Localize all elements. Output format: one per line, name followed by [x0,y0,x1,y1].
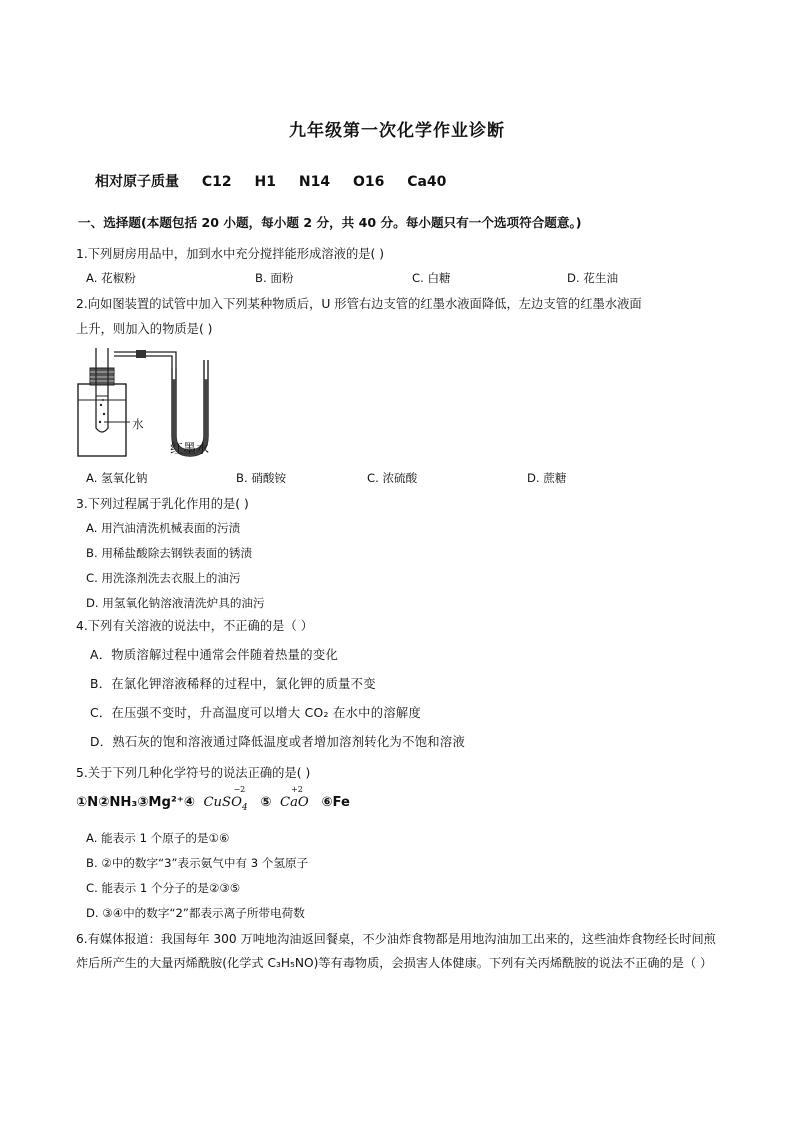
section-heading: 一、选择题(本题包括 20 小题，每小题 2 分，共 40 分。每小题只有一个选项符合题意。) [78,215,582,230]
question-5-option-d: D. ③④中的数字“2”都表示离子所带电荷数 [86,906,305,920]
question-1-option-a: A. 花椒粉 [86,271,136,285]
question-4-option-a: A．物质溶解过程中通常会伴随着热量的变化 [90,648,339,662]
tube-joint [136,350,146,358]
question-2-option-b: B. 硝酸铵 [236,471,287,485]
symbol-4-subscript: 4 [241,803,248,813]
question-3-option-d: D. 用氢氧化钠溶液清洗炉具的油污 [86,596,265,610]
test-tube [96,348,108,432]
question-3-option-a: A. 用汽油清洗机械表面的污渍 [86,521,241,535]
question-1-option-c: C. 白糖 [412,271,451,285]
symbol-1: ①N [76,795,99,810]
symbol-4-formula: CuSO$_4$ −2 [203,785,248,813]
symbol-5-formula: CaO +2 [279,785,309,810]
question-4-option-b: B．在氯化钾溶液稀释的过程中，氯化钾的质量不变 [90,677,376,691]
u-tube-inner [176,360,204,450]
question-3-option-c: C. 用洗涤剂洗去衣服上的油污 [86,571,241,585]
question-3-option-b: B. 用稀盐酸除去钢铁表面的锈渍 [86,546,253,560]
question-5-option-c: C. 能表示 1 个分子的是②③⑤ [86,881,241,895]
symbol-2: ②NH₃ [98,795,138,810]
symbol-6: ⑥Fe [321,795,350,810]
atomic-masses-label: 相对原子质量 [95,174,179,190]
question-4-option-c: C．在压强不变时，升高温度可以增大 CO₂ 在水中的溶解度 [90,706,422,720]
atomic-mass-item: C12 [201,174,232,190]
question-5-stem: 5.关于下列几种化学符号的说法正确的是( ) [76,766,311,780]
flask-outline [78,384,126,456]
question-4-stem: 4.下列有关溶液的说法中，不正确的是（ ） [76,619,313,633]
symbol-5-valence: +2 [290,785,303,794]
atomic-mass-item: H1 [254,174,276,190]
atomic-mass-item: N14 [298,174,331,190]
question-2-stem-line2: 上升，则加入的物质是( ) [76,322,213,336]
figure-label-red-ink: 红墨水 [170,442,210,457]
figure-label-water: 水 [132,417,144,431]
atomic-mass-item: Ca40 [407,174,447,190]
atomic-masses [95,171,464,191]
question-2-option-c: C. 浓硫酸 [367,471,418,485]
question-6-text: 6.有媒体报道：我国每年 300 万吨地沟油返回餐桌，不少油炸食物都是用地沟油加工出来的，这些油炸食物经长时间煎炸后所产生的大量丙烯酰胺(化学式 C₃H₅NO)等有毒物质，会损害人体健康。下列有关丙烯酰胺的说法不正确的是（ ） [76,932,716,970]
question-5-option-a: A. 能表示 1 个原子的是①⑥ [86,831,230,845]
question-2-option-d: D. 蔗糖 [527,471,567,485]
question-1-option-b: B. 面粉 [255,271,294,285]
atomic-mass-item: O16 [352,174,385,190]
question-2-stem-line1: 2.向如图装置的试管中加入下列某种物质后，U 形管右边支管的红墨水液面降低，左边支管的红墨水液面 [76,297,642,311]
question-2-option-a: A. 氢氧化钠 [86,471,148,485]
chemical-symbols-row [76,785,350,813]
question-5-option-b: B. ②中的数字“3”表示氨气中有 3 个氢原子 [86,856,309,870]
question-4-option-d: D．熟石灰的饱和溶液通过降低温度或者增加溶剂转化为不饱和溶液 [90,735,466,749]
question-1-stem: 1.下列厨房用品中，加到水中充分搅拌能形成溶液的是( ) [76,247,385,261]
symbol-4-valence: −2 [233,785,246,794]
question-3-stem: 3.下列过程属于乳化作用的是( ) [76,497,249,511]
page-title: 九年级第一次化学作业诊断 [289,121,505,141]
symbol-4-number: ④ [183,795,195,810]
symbol-3: ③Mg²⁺ [137,795,184,810]
symbol-5-number: ⑤ [260,795,272,810]
question-1-option-d: D. 花生油 [567,271,619,285]
